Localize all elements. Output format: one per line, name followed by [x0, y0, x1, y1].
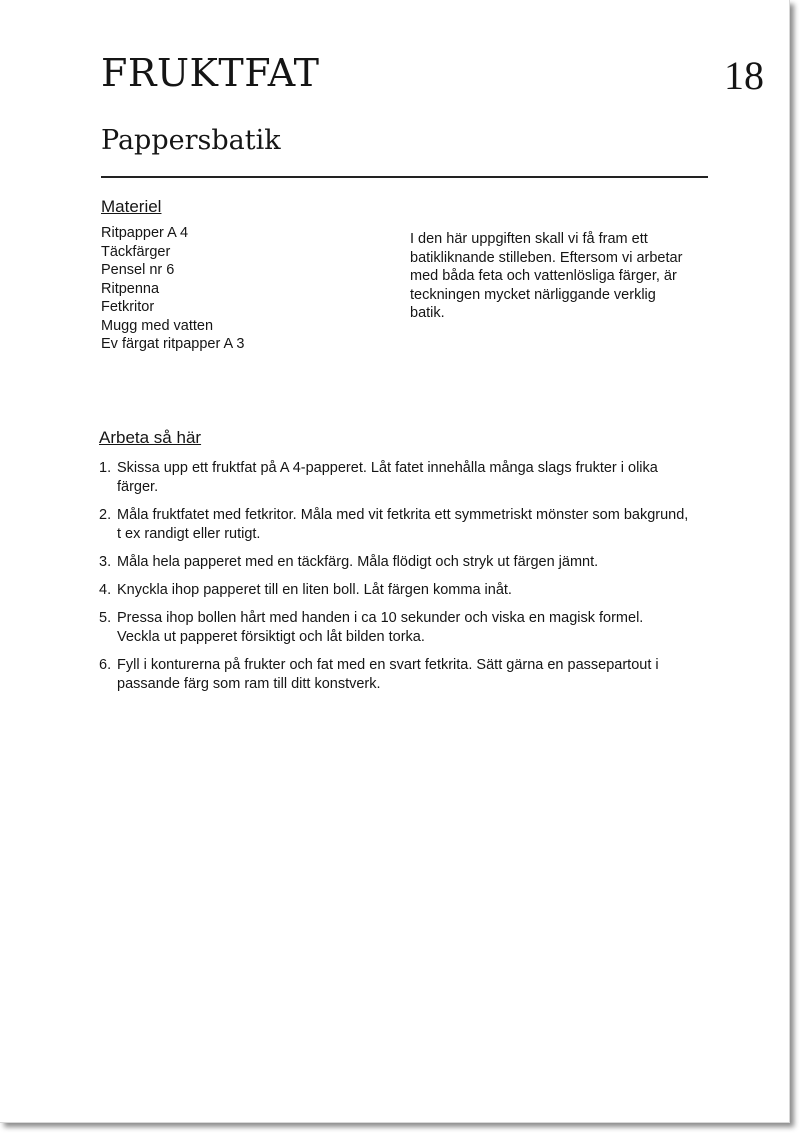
step-number: 3. [99, 554, 112, 570]
step-item [99, 553, 688, 572]
divider-line [101, 176, 708, 178]
step-number: 4. [99, 582, 112, 598]
material-item: Ev färgat ritpapper A 3 [101, 336, 245, 352]
step-item [99, 459, 688, 497]
step-number: 2. [99, 507, 112, 523]
step-text-line: Skissa upp ett fruktfat på A 4-papperet. Låt fatet innehålla många slags frukter i olika [117, 460, 658, 476]
page-title: FRUKTFAT [101, 51, 320, 95]
intro-line: med båda feta och vattenlösliga färger, är [410, 268, 677, 284]
step-text-line: Knyckla ihop papperet till en liten boll. Låt färgen komma inåt. [117, 582, 512, 598]
material-item: Mugg med vatten [101, 317, 214, 334]
step-item [99, 506, 688, 544]
intro-line: batik. [410, 305, 445, 321]
material-item: Ritpapper A 4 [101, 225, 189, 241]
step-number: 1. [99, 460, 112, 476]
step-number: 6. [99, 657, 112, 673]
step-text-line: passande färg som ram till ditt konstverk. [117, 676, 381, 692]
step-item [99, 581, 688, 600]
materials-heading: Materiel [101, 197, 162, 216]
material-item: Fetkritor [101, 299, 155, 315]
step-text-line: Fyll i konturerna på frukter och fat med en svart fetkrita. Sätt gärna en passepartout i [117, 657, 659, 673]
materials-list [101, 224, 244, 354]
step-item [99, 609, 688, 647]
material-item: Täckfärger [101, 243, 171, 260]
material-item: Ritpenna [101, 280, 160, 297]
step-text-line: Pressa ihop bollen hårt med handen i ca 10 sekunder och viska en magisk formel. [117, 610, 644, 626]
step-text-line: Måla fruktfatet med fetkritor. Måla med vit fetkrita ett symmetriskt mönster som bakgrund, [117, 507, 689, 523]
step-text-line: Måla hela papperet med en täckfärg. Måla flödigt och stryk ut färgen jämnt. [117, 554, 599, 570]
steps-heading: Arbeta så här [99, 428, 202, 447]
step-text-line: färger. [117, 479, 159, 495]
steps-list [99, 459, 688, 703]
intro-line: teckningen mycket närliggande verklig [410, 286, 656, 303]
step-item [99, 656, 688, 694]
page-number: 18 [724, 53, 764, 98]
step-number: 5. [99, 610, 112, 626]
step-text-line: Veckla ut papperet försiktigt och låt bilden torka. [117, 629, 425, 645]
intro-line: batikliknande stilleben. Eftersom vi arbetar [410, 249, 683, 266]
intro-line: I den här uppgiften skall vi få fram ett [410, 231, 648, 247]
page-subtitle: Pappersbatik [101, 125, 281, 156]
intro-paragraph [410, 230, 730, 323]
material-item: Pensel nr 6 [101, 262, 175, 278]
step-text-line: t ex randigt eller rutigt. [117, 526, 261, 542]
